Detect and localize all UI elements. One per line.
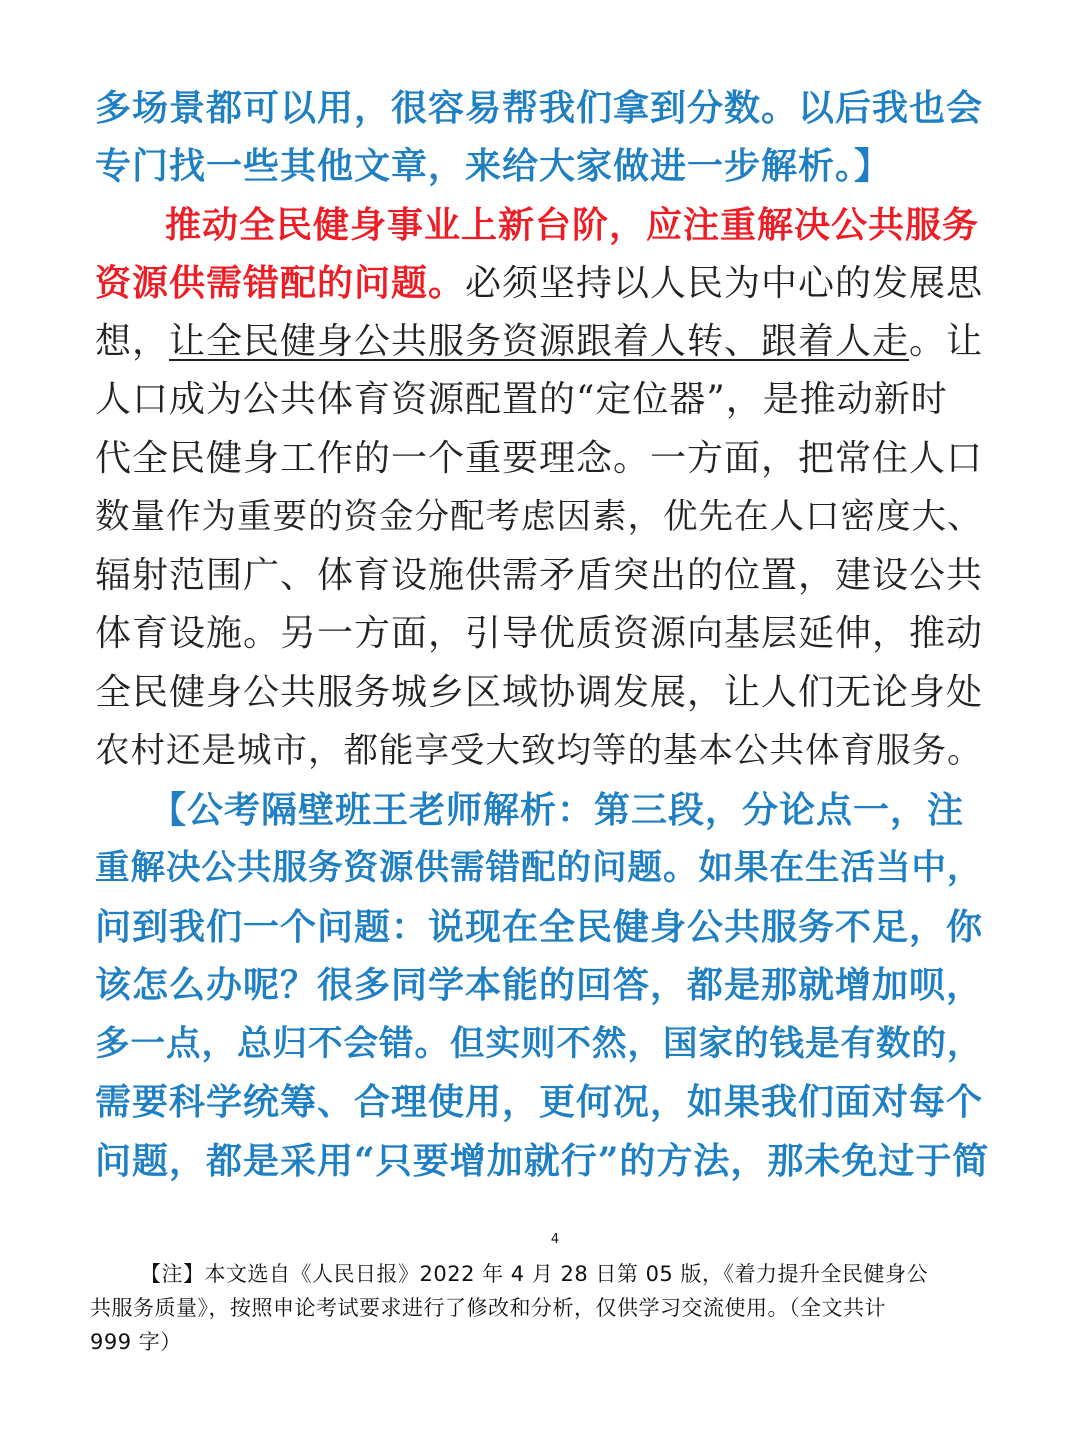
body-text-segment: 想， — [95, 321, 170, 362]
paragraph-line-5: 代全民健身工作的一个重要理念。一方面，把常住人口 — [95, 438, 984, 479]
paragraph-line-4: 人口成为公共体育资源配置的“定位器”，是推动新时 — [95, 379, 948, 420]
red-heading-line-2: 资源供需错配的问题。 — [95, 262, 466, 304]
analysis-line-1: 【公考隔壁班王老师解析：第三段，分论点一，注 — [150, 789, 965, 831]
footer-note-line-2: 共服务质量》，按照申论考试要求进行了修改和分析，仅供学习交流使用。（全文共计 — [90, 1296, 886, 1320]
paragraph-line-9: 全民健身公共服务城乡区域协调发展，让人们无论身处 — [95, 672, 984, 713]
paragraph-line-3 — [95, 313, 990, 371]
page-number: 4 — [550, 1232, 560, 1247]
analysis-line-4: 该怎么办呢？很多同学本能的回答，都是那就增加呗， — [95, 964, 984, 1006]
analysis-line-6: 需要科学统筹、合理使用，更何况，如果我们面对每个 — [95, 1081, 984, 1123]
analysis-line-2: 重解决公共服务资源供需错配的问题。如果在生活当中， — [95, 848, 983, 888]
analysis-continuation-line-1: 多场景都可以用，很容易帮我们拿到分数。以后我也会 — [95, 87, 984, 129]
paragraph-line-10: 农村还是城市，都能享受大致均等的基本公共体育服务。 — [95, 731, 983, 771]
paragraph-line-7: 辐射范围广、体育设施供需矛盾突出的位置，建设公共 — [95, 555, 984, 596]
underlined-key-sentence: 让全民健身公共服务资源跟着人转、跟着人走 — [169, 321, 910, 362]
analysis-line-3: 问到我们一个问题：说现在全民健身公共服务不足，你 — [95, 906, 984, 948]
footer-note-line-1: 【注】本文选自《人民日报》2022 年 4 月 28 日第 05 版，《着力提升全民健身公 — [140, 1262, 928, 1286]
paragraph-line-6: 数量作为重要的资金分配考虑因素，优先在人口密度大、 — [95, 497, 983, 537]
footer-note-line-3: 999 字） — [90, 1330, 182, 1354]
paragraph-line-2 — [95, 254, 990, 312]
body-text-segment: 必须坚持以人民为中心的发展思 — [465, 263, 984, 304]
analysis-continuation-line-2: 专门找一些其他文章，来给大家做进一步解析。】 — [95, 145, 892, 187]
red-heading-line-1: 推动全民健身事业上新台阶，应注重解决公共服务 — [165, 204, 980, 246]
analysis-line-7: 问题，都是采用“只要增加就行”的方法，那未免过于简 — [95, 1140, 990, 1182]
paragraph-line-8: 体育设施。另一方面，引导优质资源向基层延伸，推动 — [95, 613, 984, 654]
analysis-line-5: 多一点，总归不会错。但实则不然，国家的钱是有数的， — [95, 1024, 983, 1064]
body-text-segment: 。让 — [909, 321, 984, 362]
